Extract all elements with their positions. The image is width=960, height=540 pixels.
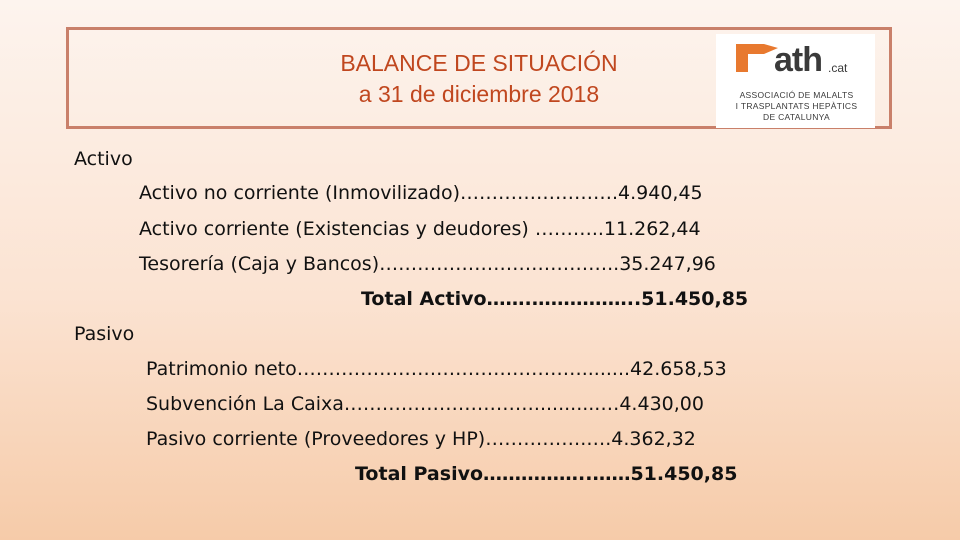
logo-flag-icon [734, 44, 778, 72]
logo-line-3: DE CATALUNYA [763, 112, 830, 122]
logo-domain: .cat [828, 61, 848, 75]
logo-line-1: ASSOCIACIÓ DE MALALTS [739, 90, 854, 100]
title-line-1: BALANCE DE SITUACIÓN [340, 50, 618, 76]
activo-item-corriente: Activo corriente (Existencias y deudores) ………..11.262,44 [139, 218, 701, 240]
pasivo-total: Total Pasivo……………..……51.450,85 [355, 463, 738, 485]
ath-logo [716, 34, 875, 128]
activo-total: Total Activo…….……………..51.450,85 [361, 288, 749, 310]
pasivo-item-subvencion: Subvención La Caixa…………………………...........…4.430,00 [146, 393, 704, 415]
title-line-2: a 31 de diciembre 2018 [358, 81, 600, 107]
logo-line-2: I TRASPLANTATS HEPÀTICS [735, 101, 858, 111]
page-title [319, 48, 639, 110]
pasivo-item-patrimonio: Patrimonio neto………………………………………........42.658,53 [146, 358, 727, 380]
activo-item-no-corriente: Activo no corriente (Inmovilizado)…………………….4.940,45 [139, 182, 703, 204]
activo-item-tesoreria: Tesorería (Caja y Bancos)………………………………..35.247,96 [139, 253, 716, 275]
pasivo-item-corriente: Pasivo corriente (Proveedores y HP)…………….….4.362,32 [146, 428, 696, 450]
activo-heading: Activo [74, 148, 133, 170]
title-box [66, 27, 892, 129]
logo-word: ath [774, 41, 822, 79]
pasivo-heading: Pasivo [74, 323, 135, 345]
